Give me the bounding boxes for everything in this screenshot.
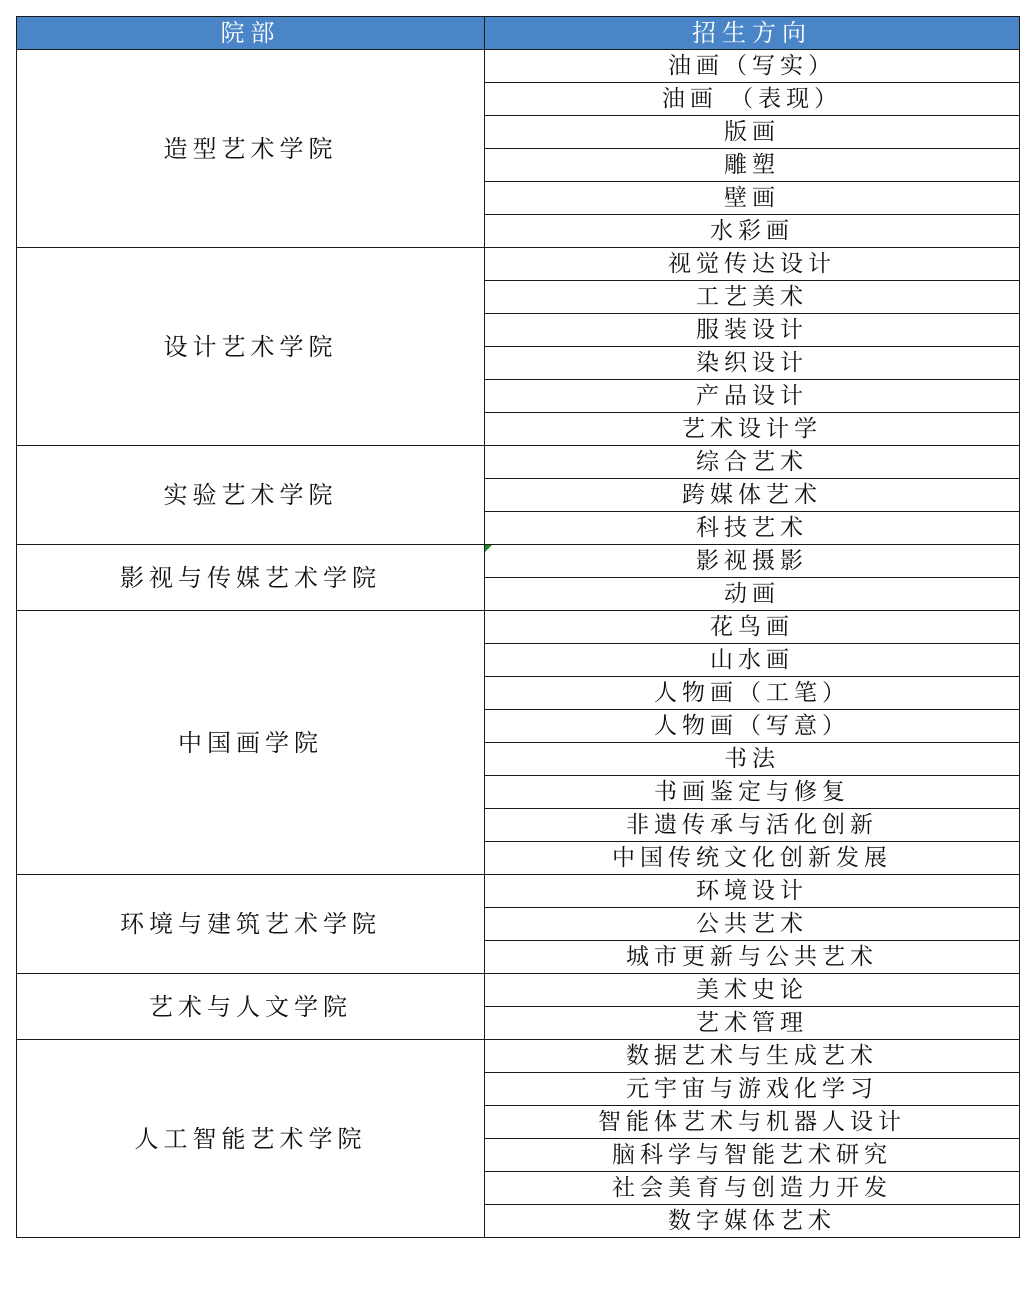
major-label: 综合艺术 bbox=[696, 449, 808, 475]
major-label: 智能体艺术与机器人设计 bbox=[598, 1109, 906, 1135]
major-label: 公共艺术 bbox=[696, 911, 808, 937]
major-cell bbox=[485, 743, 1020, 776]
major-label: 书画鉴定与修复 bbox=[654, 779, 850, 805]
major-cell bbox=[485, 974, 1020, 1007]
major-cell bbox=[485, 1073, 1020, 1106]
major-label: 水彩画 bbox=[710, 218, 794, 244]
major-cell bbox=[485, 611, 1020, 644]
major-cell bbox=[485, 1007, 1020, 1040]
major-cell bbox=[485, 281, 1020, 314]
header-department: 院部 bbox=[17, 17, 485, 50]
major-label: 油画（写实） bbox=[668, 53, 836, 79]
major-cell bbox=[485, 776, 1020, 809]
major-cell bbox=[485, 1205, 1020, 1238]
major-label: 脑科学与智能艺术研究 bbox=[612, 1142, 892, 1168]
major-label: 科技艺术 bbox=[696, 515, 808, 541]
major-cell bbox=[485, 1040, 1020, 1073]
major-label: 艺术设计学 bbox=[682, 416, 822, 442]
admissions-table bbox=[16, 16, 1020, 1238]
major-label: 城市更新与公共艺术 bbox=[626, 944, 878, 970]
table-row bbox=[17, 974, 1020, 1007]
major-label: 油画 （表现） bbox=[661, 86, 843, 112]
major-cell bbox=[485, 248, 1020, 281]
major-label: 服装设计 bbox=[696, 317, 808, 343]
major-cell bbox=[485, 149, 1020, 182]
table-row bbox=[17, 1040, 1020, 1073]
table-row bbox=[17, 248, 1020, 281]
major-cell bbox=[485, 941, 1020, 974]
major-label: 壁画 bbox=[724, 185, 780, 211]
department-cell: 造型艺术学院 bbox=[17, 50, 485, 248]
major-label: 元宇宙与游戏化学习 bbox=[626, 1076, 878, 1102]
department-cell: 设计艺术学院 bbox=[17, 248, 485, 446]
major-cell bbox=[485, 842, 1020, 875]
major-label: 雕塑 bbox=[724, 152, 780, 178]
major-cell bbox=[485, 1106, 1020, 1139]
department-cell: 人工智能艺术学院 bbox=[17, 1040, 485, 1238]
cell-comment-marker bbox=[485, 545, 492, 552]
major-label: 视觉传达设计 bbox=[668, 251, 836, 277]
major-label: 山水画 bbox=[710, 647, 794, 673]
major-cell bbox=[485, 1172, 1020, 1205]
major-label: 书法 bbox=[724, 746, 780, 772]
major-label: 花鸟画 bbox=[710, 614, 794, 640]
major-cell bbox=[485, 875, 1020, 908]
major-label: 人物画（工笔） bbox=[654, 680, 850, 706]
major-cell bbox=[485, 545, 1020, 578]
table-row bbox=[17, 545, 1020, 578]
major-label: 人物画（写意） bbox=[654, 713, 850, 739]
table-row bbox=[17, 50, 1020, 83]
major-label: 艺术管理 bbox=[696, 1010, 808, 1036]
major-cell bbox=[485, 380, 1020, 413]
major-label: 版画 bbox=[724, 119, 780, 145]
major-cell bbox=[485, 512, 1020, 545]
major-cell bbox=[485, 446, 1020, 479]
major-cell bbox=[485, 182, 1020, 215]
department-cell: 中国画学院 bbox=[17, 611, 485, 875]
major-cell bbox=[485, 83, 1020, 116]
major-cell bbox=[485, 314, 1020, 347]
major-cell bbox=[485, 809, 1020, 842]
table-row bbox=[17, 875, 1020, 908]
major-label: 动画 bbox=[724, 581, 780, 607]
header-row bbox=[17, 17, 1020, 50]
table-row bbox=[17, 611, 1020, 644]
major-cell bbox=[485, 908, 1020, 941]
major-label: 美术史论 bbox=[696, 977, 808, 1003]
major-cell bbox=[485, 644, 1020, 677]
department-cell: 实验艺术学院 bbox=[17, 446, 485, 545]
header-major: 招生方向 bbox=[485, 17, 1020, 50]
major-cell bbox=[485, 116, 1020, 149]
major-cell bbox=[485, 215, 1020, 248]
major-label: 中国传统文化创新发展 bbox=[612, 845, 892, 871]
major-label: 染织设计 bbox=[696, 350, 808, 376]
major-cell bbox=[485, 677, 1020, 710]
major-cell bbox=[485, 347, 1020, 380]
major-label: 数据艺术与生成艺术 bbox=[626, 1043, 878, 1069]
major-label: 工艺美术 bbox=[696, 284, 808, 310]
major-cell bbox=[485, 413, 1020, 446]
major-cell bbox=[485, 479, 1020, 512]
table-body bbox=[17, 50, 1020, 1238]
major-label: 社会美育与创造力开发 bbox=[612, 1175, 892, 1201]
department-cell: 影视与传媒艺术学院 bbox=[17, 545, 485, 611]
major-label: 跨媒体艺术 bbox=[682, 482, 822, 508]
major-label: 数字媒体艺术 bbox=[668, 1208, 836, 1234]
major-label: 影视摄影 bbox=[696, 548, 808, 574]
major-label: 非遗传承与活化创新 bbox=[626, 812, 878, 838]
major-cell bbox=[485, 50, 1020, 83]
department-cell: 环境与建筑艺术学院 bbox=[17, 875, 485, 974]
major-label: 环境设计 bbox=[696, 878, 808, 904]
table-row bbox=[17, 446, 1020, 479]
department-cell: 艺术与人文学院 bbox=[17, 974, 485, 1040]
major-cell bbox=[485, 1139, 1020, 1172]
major-cell bbox=[485, 578, 1020, 611]
major-cell bbox=[485, 710, 1020, 743]
major-label: 产品设计 bbox=[696, 383, 808, 409]
